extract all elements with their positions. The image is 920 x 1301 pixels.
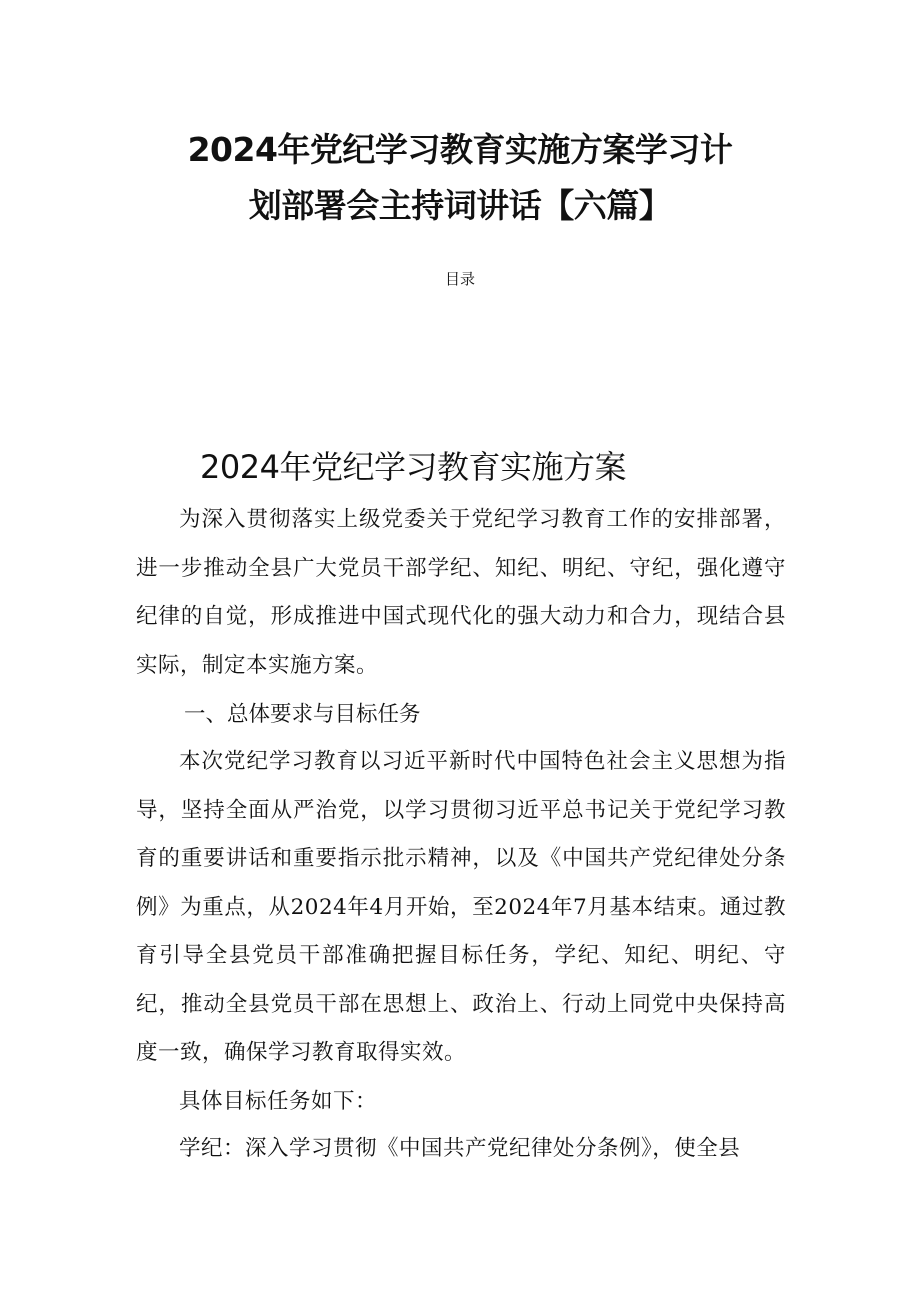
section-title: 2024年党纪学习教育实施方案 bbox=[200, 448, 626, 486]
document-title-line-2: 划部署会主持词讲话【六篇】 bbox=[248, 186, 672, 225]
table-of-contents-label: 目录 bbox=[444, 270, 475, 288]
body-paragraph: 学纪：深入学习贯彻《中国共产党纪律处分条例》，使全县 bbox=[179, 1136, 741, 1161]
intro-paragraph: 为深入贯彻落实上级党委关于党纪学习教育工作的安排部署，进一步推动全县广大党员干部学纪、知纪、明纪、守纪，强化遵守纪律的自觉，形成推进中国式现代化的强大动力和合力，现结合县实际，制定本实施方案。 bbox=[136, 507, 786, 678]
body-paragraph: 具体目标任务如下： bbox=[179, 1089, 378, 1114]
document-title-line-1: 2024年党纪学习教育实施方案学习计 bbox=[187, 130, 733, 169]
section-heading-1: 一、总体要求与目标任务 bbox=[184, 702, 421, 727]
body-paragraph: 本次党纪学习教育以习近平新时代中国特色社会主义思想为指导，坚持全面从严治党，以学习贯彻习近平总书记关于党纪学习教育的重要讲话和重要指示批示精神，以及《中国共产党纪律处分条例》为重点，从2024年4月开始，至2024年7月基本结束。通过教育引导全县党员干部准确把握目标任务，学纪、知纪、明纪、守纪，推动全县党员干部在思想上、政治上、行动上同党中央保持高度一致，确保学习教育取得实效。 bbox=[136, 749, 786, 1065]
